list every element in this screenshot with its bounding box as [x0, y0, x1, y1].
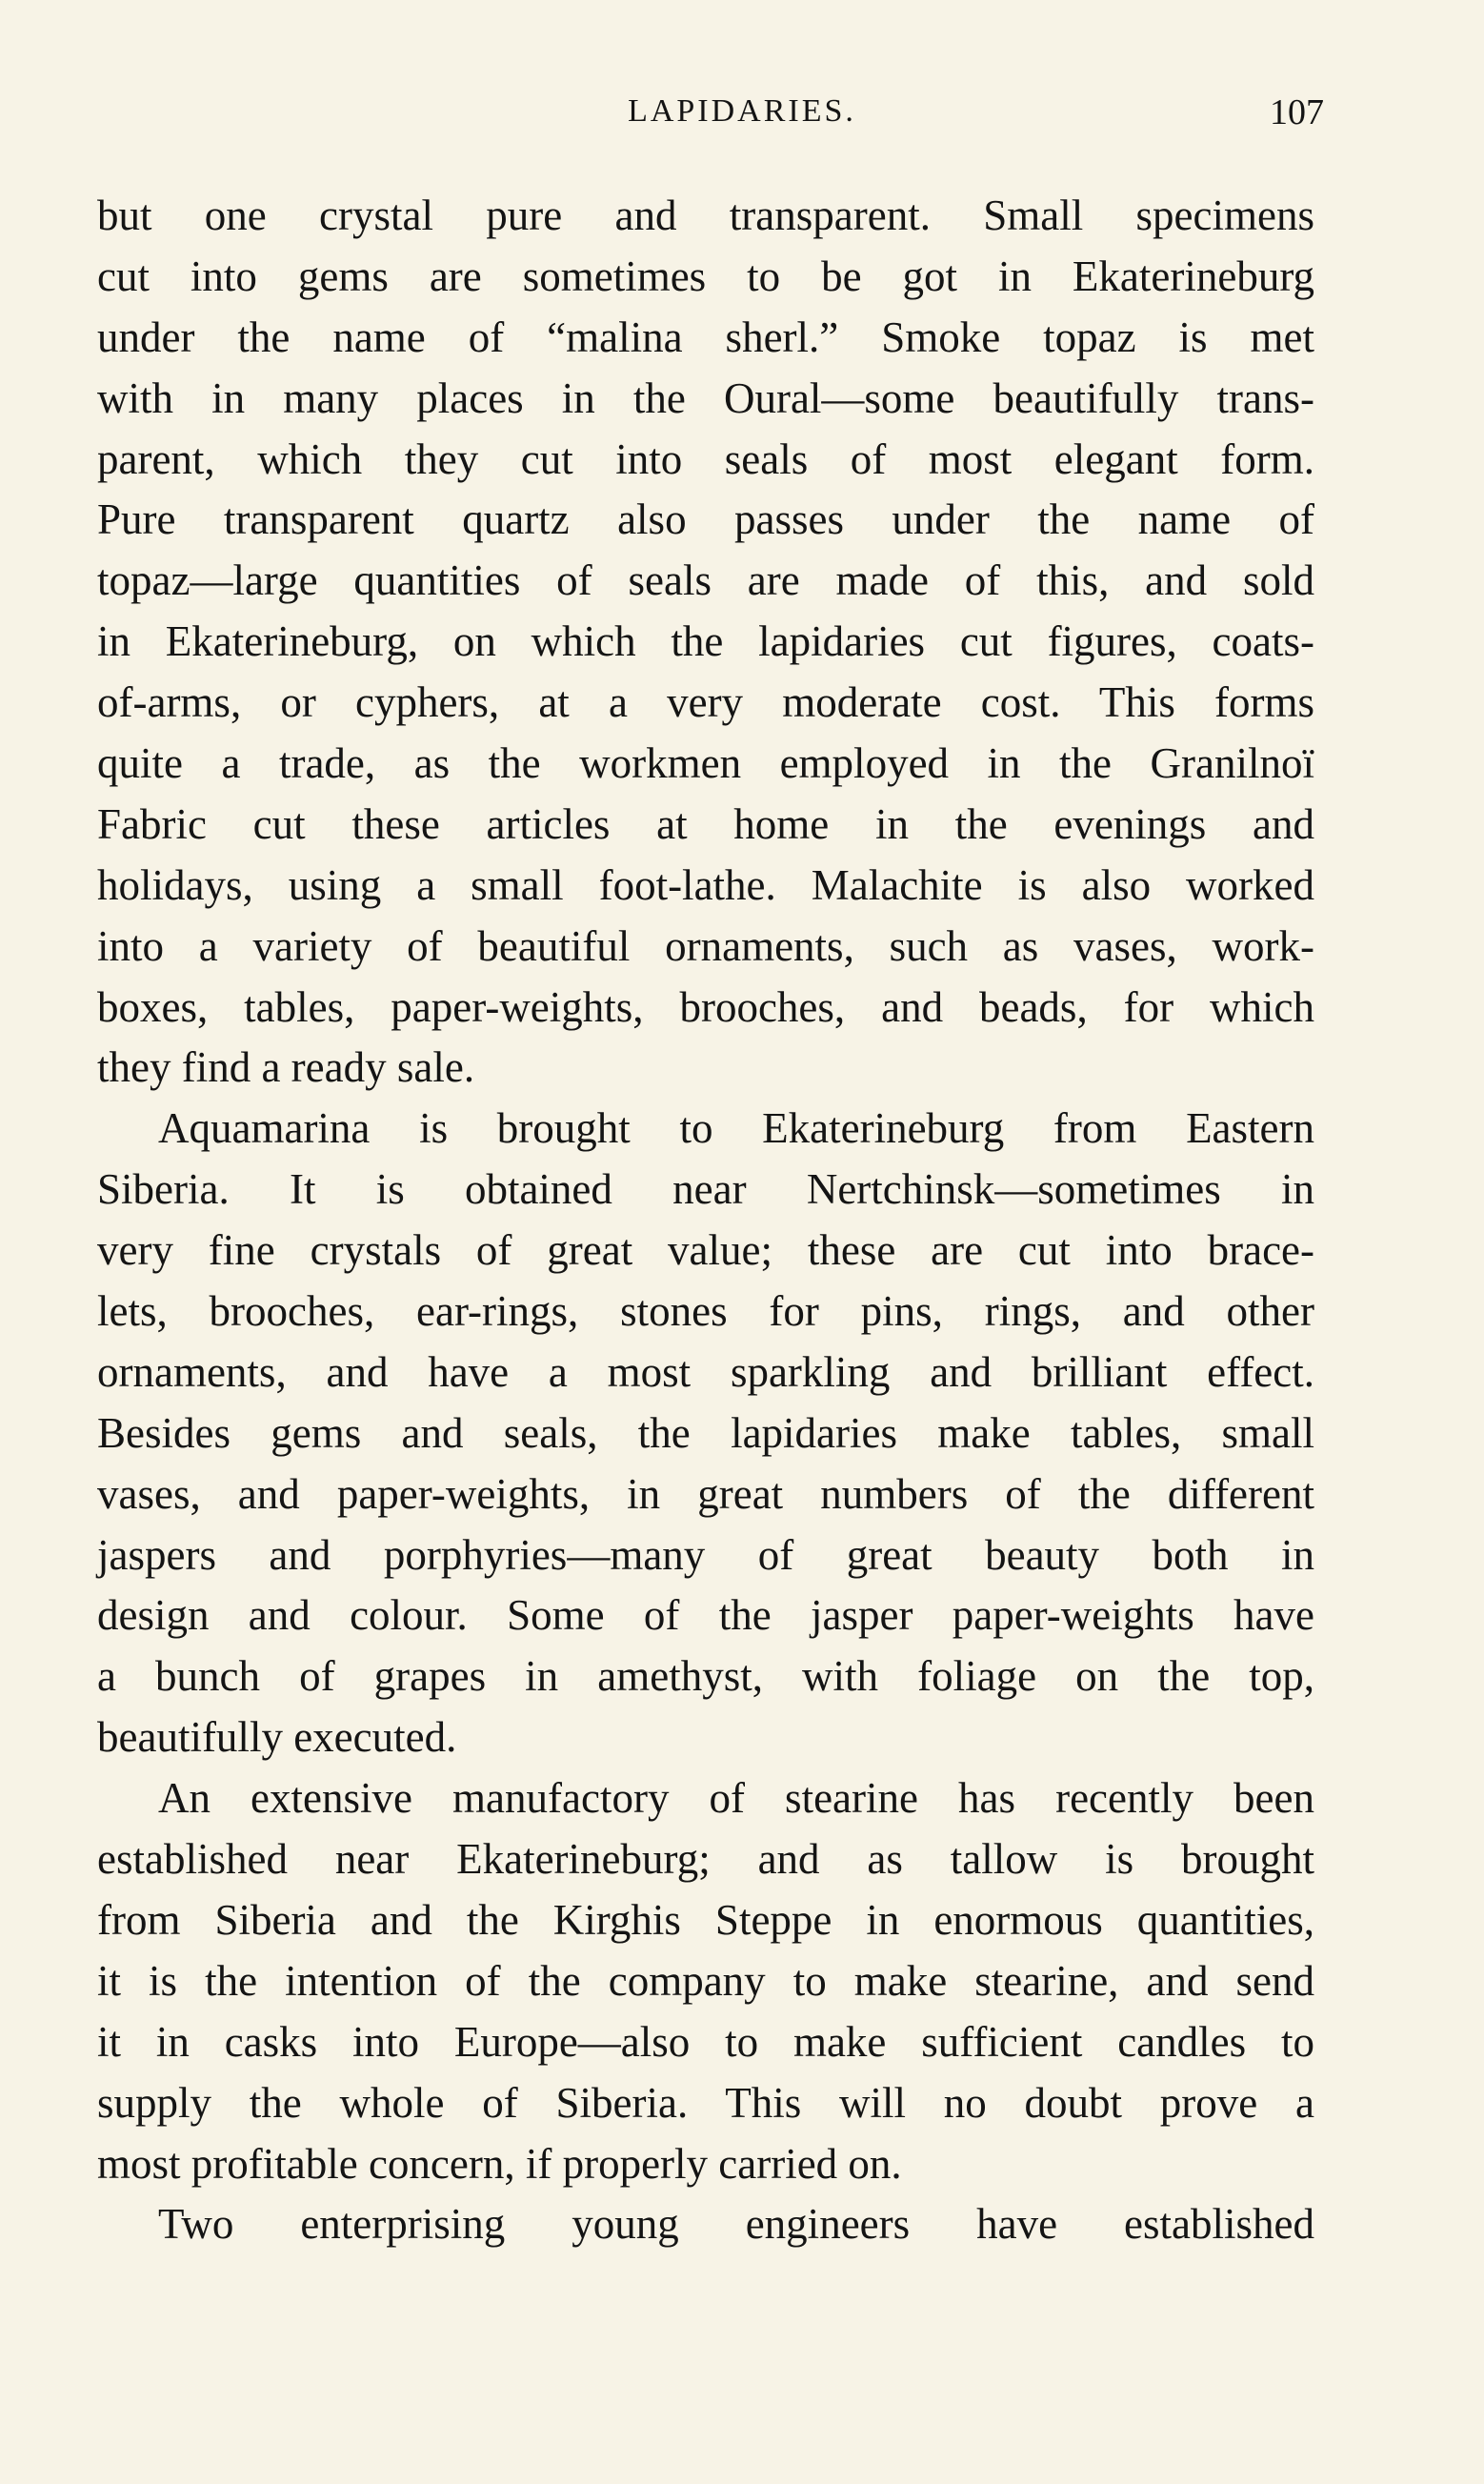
text-line: Siberia. It is obtained near Nertchinsk—sometimes in — [97, 1165, 1314, 1214]
text-line: boxes, tables, paper-weights, brooches, and beads, for which — [97, 982, 1314, 1031]
running-title: LAPIDARIES. — [628, 93, 856, 129]
page-number: 107 — [1270, 92, 1324, 132]
text-line: lets, brooches, ear-rings, stones for pins, rings, and other — [97, 1287, 1314, 1336]
text-line: holidays, using a small foot-lathe. Malachite is also worked — [97, 860, 1314, 909]
text-line: supply the whole of Siberia. This will no doubt prove a — [97, 2078, 1314, 2127]
paragraph-end-line: they find a ready sale. — [97, 1043, 475, 1092]
text-line: topaz—large quantities of seals are made of this, and sold — [97, 556, 1314, 605]
body-text — [97, 186, 1314, 2255]
text-line: parent, which they cut into seals of most elegant form. — [97, 434, 1314, 483]
text-line: Besides gems and seals, the lapidaries make tables, small — [97, 1408, 1314, 1457]
text-line: into a variety of beautiful ornaments, such as vases, work- — [97, 921, 1314, 970]
text-line: in Ekaterineburg, on which the lapidaries cut figures, coats- — [97, 617, 1314, 666]
text-line: established near Ekaterineburg; and as tallow is brought — [97, 1835, 1314, 1884]
text-line: Pure transparent quartz also passes under the name of — [97, 495, 1314, 544]
text-line: Fabric cut these articles at home in the evenings and — [97, 799, 1314, 848]
running-head — [0, 88, 1484, 135]
text-line: quite a trade, as the workmen employed in the Granilnoï — [97, 739, 1314, 788]
paragraph-end-line: most profitable concern, if properly carried on. — [97, 2139, 902, 2188]
text-line: of-arms, or cyphers, at a very moderate cost. This forms — [97, 678, 1314, 727]
text-line: ornaments, and have a most sparkling and brilliant effect. — [97, 1347, 1314, 1396]
text-line: with in many places in the Oural—some beautifully trans- — [97, 374, 1314, 422]
text-line: very fine crystals of great value; these are cut into brace- — [97, 1226, 1314, 1275]
paragraph-start-line: An extensive manufactory of stearine has recently been — [158, 1774, 1314, 1823]
text-line: under the name of “malina sherl.” Smoke topaz is met — [97, 313, 1314, 361]
text-line: but one crystal pure and transparent. Small specimens — [97, 192, 1314, 239]
text-line: design and colour. Some of the jasper paper-weights have — [97, 1591, 1314, 1640]
text-line: it in casks into Europe—also to make sufficient candles to — [97, 2017, 1314, 2066]
text-line: cut into gems are sometimes to be got in Ekaterineburg — [97, 252, 1314, 300]
text-line: vases, and paper-weights, in great numbers of the different — [97, 1469, 1314, 1518]
paragraph-end-line: beautifully executed. — [97, 1713, 457, 1762]
text-line: from Siberia and the Kirghis Steppe in enormous quantities, — [97, 1895, 1314, 1944]
paragraph-start-line: Two enterprising young engineers have established — [158, 2200, 1314, 2249]
text-line: jaspers and porphyries—many of great beauty both in — [97, 1530, 1314, 1579]
paragraph-start-line: Aquamarina is brought to Ekaterineburg from Eastern — [158, 1104, 1314, 1153]
text-line: it is the intention of the company to make stearine, and send — [97, 1956, 1314, 2005]
text-line: a bunch of grapes in amethyst, with foliage on the top, — [97, 1652, 1314, 1701]
